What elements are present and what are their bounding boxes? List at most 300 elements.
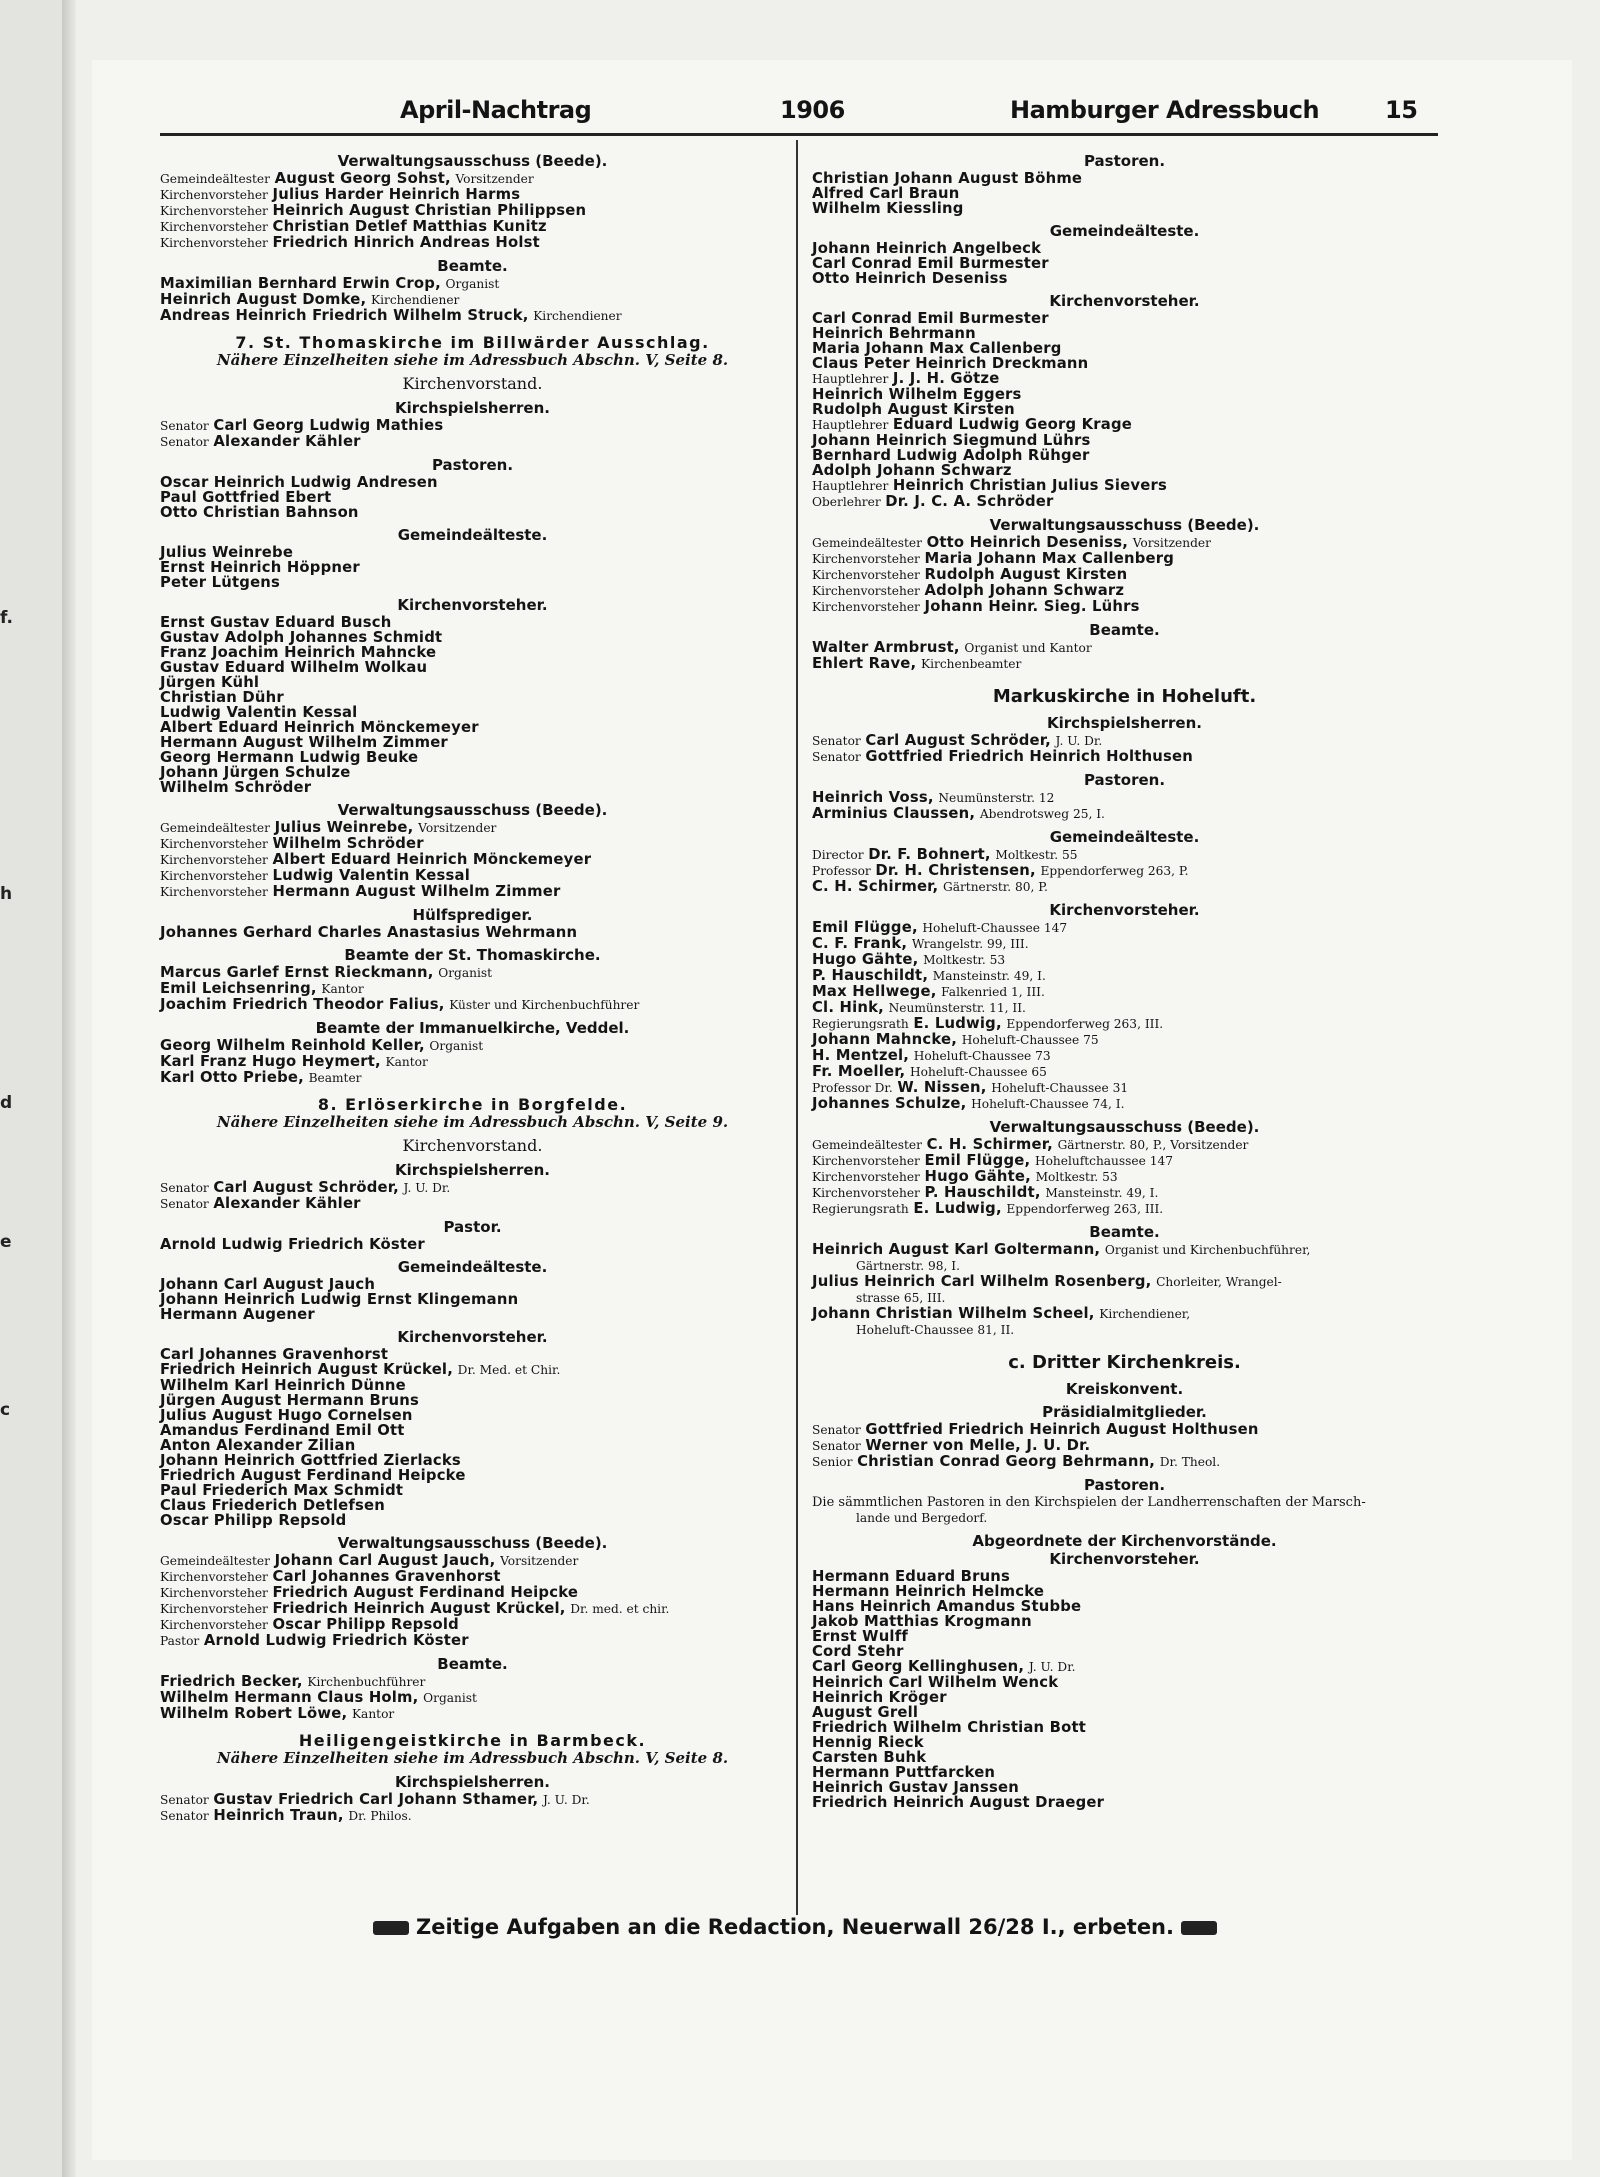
entry — [160, 1347, 785, 1362]
entry — [160, 1070, 785, 1086]
entry — [812, 201, 1437, 216]
entry-name: Marcus Garlef Ernst Rieckmann, — [160, 964, 434, 981]
entry — [160, 925, 785, 940]
entry-name: Claus Friederich Detlefsen — [160, 1497, 385, 1514]
entry-title: Senator — [160, 1181, 209, 1195]
entry-detail: Hoheluft-Chaussee 81, II. — [856, 1323, 1015, 1337]
entry — [160, 203, 785, 219]
header-section: April-Nachtrag — [400, 96, 592, 124]
entry — [812, 567, 1437, 583]
entry-name: Alfred Carl Braun — [812, 185, 960, 202]
entry-detail: Küster und Kirchenbuchführer — [449, 998, 640, 1012]
entry — [812, 463, 1437, 478]
entry-name: Franz Joachim Heinrich Mahncke — [160, 644, 437, 661]
entry-name: Wilhelm Schröder — [272, 835, 424, 852]
entry-name: Heinrich Traun, — [213, 1807, 344, 1824]
entry-name: Arnold Ludwig Friedrich Köster — [160, 1236, 425, 1253]
entry-name: Alexander Kähler — [213, 433, 361, 450]
entry-title: Kirchenvorsteher — [160, 1618, 268, 1632]
entry-name: Georg Wilhelm Reinhold Keller, — [160, 1037, 425, 1054]
entry-name: Carl Georg Kellinghusen, — [812, 1658, 1025, 1675]
entry — [160, 1553, 785, 1569]
entry-name: Anton Alexander Zilian — [160, 1437, 356, 1454]
entry — [160, 720, 785, 735]
entry — [160, 1468, 785, 1483]
entry-detail: Mansteinstr. 49, I. — [1045, 1186, 1159, 1200]
entry — [160, 1633, 785, 1649]
entry-title: Senator — [160, 1197, 209, 1211]
margin-mark: c — [0, 1400, 11, 1420]
entry-name: Wilhelm Schröder — [160, 779, 312, 796]
entry-name: Paul Friederich Max Schmidt — [160, 1482, 404, 1499]
entry — [160, 1601, 785, 1617]
entry-title: Kirchenvorsteher — [812, 1154, 920, 1168]
church-heading: Heiligengeistkirche in Barmbeck. — [298, 1731, 647, 1750]
entry-detail: Dr. Philos. — [348, 1809, 412, 1823]
entry — [812, 1153, 1437, 1169]
entry-name: Carl August Schröder, — [213, 1179, 399, 1196]
entry-detail: Dr. Med. et Chir. — [457, 1363, 561, 1377]
entry — [160, 820, 785, 836]
entry-name: Johannes Gerhard Charles Anastasius Wehrmann — [160, 924, 578, 941]
entry-name: Andreas Heinrich Friedrich Wilhelm Struck, — [160, 307, 529, 324]
section-heading: Beamte der St. Thomaskirche. — [344, 946, 601, 964]
entry-detail: Eppendorferweg 263, P. — [1040, 864, 1189, 878]
entry-detail: Kirchenbeamter — [921, 657, 1022, 671]
entry-name: Maria Johann Max Callenberg — [812, 340, 1062, 357]
reference-note: Nähere Einzelheiten siehe im Adressbuch Abschn. V, Seite 8. — [216, 351, 729, 369]
entry-name: H. Mentzel, — [812, 1047, 910, 1064]
entry-title: Senator — [812, 750, 861, 764]
entry-title: Kirchenvorsteher — [812, 1170, 920, 1184]
entry-title: Kirchenvorsteher — [812, 584, 920, 598]
entry — [160, 575, 785, 590]
left-column — [160, 146, 785, 1824]
section-heading: Gemeindeälteste. — [1049, 828, 1200, 846]
entry-name: Heinrich Wilhelm Eggers — [812, 386, 1022, 403]
entry-name: Dr. J. C. A. Schröder — [885, 493, 1054, 510]
entry-name: Albert Eduard Heinrich Mönckemeyer — [160, 719, 479, 736]
section-heading: Beamte. — [1089, 1223, 1160, 1241]
entry-name: Heinrich August Karl Goltermann, — [812, 1241, 1101, 1258]
entry-detail: Gärtnerstr. 80, P. — [942, 880, 1048, 894]
entry-name: Wilhelm Robert Löwe, — [160, 1705, 348, 1722]
entry — [812, 749, 1437, 765]
entry-title: Gemeindeältester — [812, 536, 922, 550]
header-rule — [160, 133, 1438, 136]
entry — [160, 997, 785, 1013]
entry-name: Bernhard Ludwig Adolph Rühger — [812, 447, 1090, 464]
entry-name: Hugo Gähte, — [812, 951, 919, 968]
section-heading: Beamte der Immanuelkirche, Veddel. — [315, 1019, 630, 1037]
entry-detail: Eppendorferweg 263, III. — [1006, 1202, 1164, 1216]
entry-detail: Mansteinstr. 49, I. — [932, 969, 1046, 983]
entry-title: Kirchenvorsteher — [160, 236, 268, 250]
entry-name: Heinrich August Domke, — [160, 291, 367, 308]
entry — [160, 765, 785, 780]
entry-name: Eduard Ludwig Georg Krage — [892, 416, 1132, 433]
entry — [160, 1054, 785, 1070]
entry-name: C. F. Frank, — [812, 935, 908, 952]
entry-name: Heinrich Christian Julius Sievers — [892, 477, 1167, 494]
section-heading: Gemeindeälteste. — [397, 1258, 548, 1276]
entry-detail: Hoheluft-Chaussee 31 — [991, 1081, 1129, 1095]
entry-name: Gustav Adolph Johannes Schmidt — [160, 629, 443, 646]
entry-name: Johann Christian Wilhelm Scheel, — [812, 1305, 1095, 1322]
entry-name: Maximilian Bernhard Erwin Crop, — [160, 275, 441, 292]
entry-name: Christian Conrad Georg Behrmann, — [857, 1453, 1156, 1470]
entry — [160, 434, 785, 450]
entry-title: Kirchenvorsteher — [812, 1186, 920, 1200]
entry — [160, 292, 785, 308]
entry-name: Carl Conrad Emil Burmester — [812, 255, 1049, 272]
entry-title: Kirchenvorsteher — [160, 1602, 268, 1616]
header-title: Hamburger Adressbuch — [1010, 96, 1320, 124]
entry — [160, 1038, 785, 1054]
entry-name: Alexander Kähler — [213, 1195, 361, 1212]
entry-name: Gustav Eduard Wilhelm Wolkau — [160, 659, 428, 676]
entry — [812, 1169, 1437, 1185]
entry — [812, 551, 1437, 567]
entry-detail: Eppendorferweg 263, III. — [1006, 1017, 1164, 1031]
entry-name: Max Hellwege, — [812, 983, 937, 1000]
entry — [812, 417, 1437, 433]
entry — [812, 1048, 1437, 1064]
header-year: 1906 — [780, 96, 845, 124]
pointing-hand-icon — [373, 1921, 409, 1935]
entry — [812, 1795, 1437, 1810]
entry — [812, 1064, 1437, 1080]
entry-detail: Kirchenbuchführer — [307, 1675, 426, 1689]
entry-detail: Moltkestr. 53 — [1035, 1170, 1118, 1184]
page-number: 15 — [1385, 96, 1418, 124]
column-divider — [796, 140, 798, 1915]
entry-title: Hauptlehrer — [812, 372, 889, 386]
entry-name: Heinrich Carl Wilhelm Wenck — [812, 1674, 1059, 1691]
entry-name: Ernst Heinrich Höppner — [160, 559, 360, 576]
entry-name: Jakob Matthias Krogmann — [812, 1613, 1032, 1630]
entry-name: Johann Heinrich Gottfried Zierlacks — [160, 1452, 461, 1469]
entry — [812, 1780, 1437, 1795]
entry — [160, 1690, 785, 1706]
entry-name: Carl Georg Ludwig Mathies — [213, 417, 444, 434]
entry-name: Christian Detlef Matthias Kunitz — [272, 218, 547, 235]
entry-detail: Moltkestr. 53 — [923, 953, 1006, 967]
entry-name: Paul Gottfried Ebert — [160, 489, 332, 506]
entry-name: Carl August Schröder, — [865, 732, 1051, 749]
entry-title: Kirchenvorsteher — [812, 568, 920, 582]
entry-name: C. H. Schirmer, — [926, 1136, 1053, 1153]
entry-name: Julius Heinrich Carl Wilhelm Rosenberg, — [812, 1273, 1152, 1290]
entry-detail: Dr. med. et chir. — [570, 1602, 670, 1616]
section-heading: Präsidialmitglieder. — [1042, 1403, 1207, 1421]
entry-name: Carl Johannes Gravenhorst — [272, 1568, 501, 1585]
entry-detail: J. U. Dr. — [1055, 734, 1103, 748]
entry — [160, 660, 785, 675]
entry-name: E. Ludwig, — [913, 1015, 1002, 1032]
entry — [160, 219, 785, 235]
entry-title: Senior — [812, 1455, 853, 1469]
entry — [812, 1185, 1437, 1201]
entry-name: Hermann Puttfarcken — [812, 1764, 996, 1781]
entry-detail: Hoheluft-Chaussee 65 — [910, 1065, 1047, 1079]
entry-name: Dr. F. Bohnert, — [868, 846, 991, 863]
reference-note: Nähere Einzelheiten siehe im Adressbuch Abschn. V, Seite 9. — [216, 1113, 729, 1131]
entry-name: Hans Heinrich Amandus Stubbe — [812, 1598, 1082, 1615]
entry-title: Kirchenvorsteher — [160, 853, 268, 867]
entry-detail: Gärtnerstr. 80, P., Vorsitzender — [1057, 1138, 1249, 1152]
entry-name: Rudolph August Kirsten — [924, 566, 1128, 583]
entry-name: Carl Johannes Gravenhorst — [160, 1346, 389, 1363]
section-heading: Abgeordnete der Kirchenvorstände. — [972, 1532, 1277, 1550]
entry — [160, 675, 785, 690]
entry-name: W. Nissen, — [897, 1079, 987, 1096]
entry-detail: strasse 65, III. — [856, 1291, 946, 1305]
entry-title: Senator — [812, 1423, 861, 1437]
entry-name: Ludwig Valentin Kessal — [160, 704, 358, 721]
entry — [812, 806, 1437, 822]
entry — [812, 1032, 1437, 1048]
entry-name: Hermann Eduard Bruns — [812, 1568, 1011, 1585]
entry-detail: J. U. Dr. — [403, 1181, 451, 1195]
entry — [160, 171, 785, 187]
entry-name: Heinrich August Christian Philippsen — [272, 202, 587, 219]
entry — [160, 1292, 785, 1307]
entry-title: Hauptlehrer — [812, 418, 889, 432]
entry-name: Ludwig Valentin Kessal — [272, 867, 470, 884]
section-heading: Kirchenvorsteher. — [397, 1328, 548, 1346]
entry-detail: Kirchendiener — [371, 293, 460, 307]
entry — [160, 1277, 785, 1292]
entry — [160, 965, 785, 981]
section-heading: Kirchspielsherren. — [395, 1773, 550, 1791]
entry — [812, 371, 1437, 387]
entry-detail: Organist — [429, 1039, 484, 1053]
entry-name: August Grell — [812, 1704, 919, 1721]
entry-name: Christian Johann August Böhme — [812, 170, 1083, 187]
entry — [812, 1438, 1437, 1454]
entry — [812, 640, 1437, 656]
entry-name: Friedrich Heinrich August Draeger — [812, 1794, 1105, 1811]
entry — [812, 863, 1437, 879]
entry-name: Arnold Ludwig Friedrich Köster — [203, 1632, 469, 1649]
section-heading: Verwaltungsausschuss (Beede). — [337, 152, 608, 170]
entry-name: Fr. Moeller, — [812, 1063, 906, 1080]
entry — [160, 1438, 785, 1453]
entry — [160, 1792, 785, 1808]
entry-name: Ernst Gustav Eduard Busch — [160, 614, 392, 631]
entry-title: Director — [812, 848, 864, 862]
entry — [160, 884, 785, 900]
section-heading: Verwaltungsausschuss (Beede). — [989, 1118, 1260, 1136]
entry-detail: Organist und Kirchenbuchführer, — [1104, 1243, 1311, 1257]
entry — [812, 1629, 1437, 1644]
section-heading: Kirchspielsherren. — [395, 399, 550, 417]
entry — [812, 984, 1437, 1000]
entry-name: Johann Mahncke, — [812, 1031, 958, 1048]
entry-name: Karl Franz Hugo Heymert, — [160, 1053, 381, 1070]
entry-detail: Vorsitzender — [1132, 536, 1211, 550]
entry-title: Kirchenvorsteher — [160, 204, 268, 218]
reference-note: Nähere Einzelheiten siehe im Adressbuch Abschn. V, Seite 8. — [216, 1749, 729, 1767]
entry-name: Johann Heinr. Sieg. Lührs — [924, 598, 1140, 615]
entry-name: Wilhelm Kiessling — [812, 200, 964, 217]
section-heading: Beamte. — [437, 1655, 508, 1673]
entry — [812, 920, 1437, 936]
entry — [160, 1196, 785, 1212]
entry — [812, 1080, 1437, 1096]
entry — [160, 981, 785, 997]
section-heading: Pastoren. — [1083, 771, 1166, 789]
entry-name: Dr. H. Christensen, — [875, 862, 1036, 879]
entry — [812, 656, 1437, 672]
entry-detail: Organist — [445, 277, 500, 291]
entry-name: Hermann August Wilhelm Zimmer — [272, 883, 561, 900]
entry-detail: Chorleiter, Wrangel- — [1156, 1275, 1282, 1289]
entry-detail: Kirchendiener — [533, 309, 622, 323]
entry-detail: J. U. Dr. — [1028, 1660, 1076, 1674]
entry-continuation — [812, 1258, 1437, 1274]
entry — [812, 1016, 1437, 1032]
section-heading: Pastoren. — [431, 456, 514, 474]
entry-title: Gemeindeältester — [160, 821, 270, 835]
entry — [812, 1584, 1437, 1599]
church-heading: 8. Erlöserkirche in Borgfelde. — [317, 1095, 628, 1114]
entry — [812, 1690, 1437, 1705]
entry — [812, 1659, 1437, 1675]
entry-name: Ernst Wulff — [812, 1628, 908, 1645]
entry — [160, 1808, 785, 1824]
entry — [812, 1201, 1437, 1217]
entry-name: Julius Weinrebe, — [274, 819, 414, 836]
entry-name: Johann Carl August Jauch, — [274, 1552, 496, 1569]
entry — [812, 1705, 1437, 1720]
entry-detail: Organist und Kantor — [964, 641, 1092, 655]
entry-name: Cord Stehr — [812, 1643, 904, 1660]
entry-title: Professor Dr. — [812, 1081, 893, 1095]
pointing-hand-icon — [1181, 1921, 1217, 1935]
entry-name: Christian Dühr — [160, 689, 284, 706]
entry — [160, 1362, 785, 1378]
section-heading: Verwaltungsausschuss (Beede). — [337, 801, 608, 819]
entry — [160, 475, 785, 490]
entry-name: Otto Heinrich Deseniss — [812, 270, 1008, 287]
entry — [160, 418, 785, 434]
entry — [812, 535, 1437, 551]
entry — [160, 868, 785, 884]
entry-name: Friedrich Heinrich August Krückel, — [272, 1600, 566, 1617]
entry — [812, 448, 1437, 463]
entry-detail: Beamter — [308, 1071, 362, 1085]
entry-detail: Organist — [438, 966, 493, 980]
entry — [160, 308, 785, 324]
entry-name: Friedrich August Ferdinand Heipcke — [272, 1584, 579, 1601]
entry — [160, 1513, 785, 1528]
entry-name: Friedrich Heinrich August Krückel, — [160, 1361, 454, 1378]
entry-title: Kirchenvorsteher — [812, 600, 920, 614]
entry-detail: Hoheluft-Chaussee 74, I. — [971, 1097, 1125, 1111]
entry — [160, 1237, 785, 1252]
section-heading: Kirchenvorsteher. — [397, 596, 548, 614]
entry — [160, 490, 785, 505]
entry — [160, 690, 785, 705]
section-heading: Pastoren. — [1083, 152, 1166, 170]
entry-name: Emil Flügge, — [812, 919, 918, 936]
entry — [160, 276, 785, 292]
entry — [160, 1483, 785, 1498]
section-heading: Pastoren. — [1083, 1476, 1166, 1494]
entry-title: Gemeindeältester — [160, 172, 270, 186]
entry-name: Hermann August Wilhelm Zimmer — [160, 734, 448, 751]
section-heading: Beamte. — [437, 257, 508, 275]
entry-title: Professor — [812, 864, 871, 878]
entry-name: Maria Johann Max Callenberg — [924, 550, 1175, 567]
section-heading: Kirchenvorsteher. — [1049, 1550, 1200, 1568]
entry — [812, 256, 1437, 271]
major-heading: c. Dritter Kirchenkreis. — [1008, 1352, 1241, 1373]
entry-name: Gottfried Friedrich Heinrich August Holthusen — [865, 1421, 1259, 1438]
entry-detail: Wrangelstr. 99, III. — [911, 937, 1029, 951]
subheading: Kirchenvorstand. — [402, 1136, 543, 1155]
entry-name: Adolph Johann Schwarz — [924, 582, 1125, 599]
entry-title: Regierungsrath — [812, 1017, 909, 1031]
entry-name: P. Hauschildt, — [924, 1184, 1041, 1201]
footer-notice — [360, 1915, 1230, 1945]
entry — [160, 750, 785, 765]
entry-name: C. H. Schirmer, — [812, 878, 939, 895]
entry-name: Friedrich Hinrich Andreas Holst — [272, 234, 540, 251]
entry-name: Johann Heinrich Siegmund Lührs — [812, 432, 1091, 449]
entry-name: Karl Otto Priebe, — [160, 1069, 304, 1086]
entry-detail: Falkenried 1, III. — [941, 985, 1045, 999]
entry-detail: Organist — [423, 1691, 477, 1705]
entry-detail: Hoheluft-Chaussee 73 — [913, 1049, 1051, 1063]
entry — [160, 235, 785, 251]
entry — [160, 705, 785, 720]
entry-name: Heinrich Behrmann — [812, 325, 976, 342]
entry-detail: Hoheluft-Chaussee 147 — [922, 921, 1068, 935]
section-heading: Gemeindeälteste. — [1049, 222, 1200, 240]
entry-title: Kirchenvorsteher — [160, 885, 268, 899]
entry-detail: Dr. Theol. — [1159, 1455, 1221, 1469]
entry-name: Carl Conrad Emil Burmester — [812, 310, 1049, 327]
entry — [160, 1674, 785, 1690]
entry-title: Kirchenvorsteher — [160, 837, 268, 851]
section-heading: Gemeindeälteste. — [397, 526, 548, 544]
entry — [812, 1096, 1437, 1112]
entry-title: Senator — [812, 734, 861, 748]
section-heading: Kirchenvorsteher. — [1049, 901, 1200, 919]
entry — [160, 1307, 785, 1322]
entry-name: Claus Peter Heinrich Dreckmann — [812, 355, 1089, 372]
page-header — [310, 96, 1430, 136]
entry — [160, 1423, 785, 1438]
entry-name: Wilhelm Hermann Claus Holm, — [160, 1689, 419, 1706]
entry — [160, 187, 785, 203]
entry-name: Cl. Hink, — [812, 999, 884, 1016]
entry — [812, 1137, 1437, 1153]
entry — [812, 1644, 1437, 1659]
entry-detail: J. U. Dr. — [542, 1793, 590, 1807]
entry-name: Otto Heinrich Deseniss, — [926, 534, 1129, 551]
entry — [812, 387, 1437, 402]
entry-name: Walter Armbrust, — [812, 639, 960, 656]
entry-name: Arminius Claussen, — [812, 805, 976, 822]
entry-detail: Neumünsterstr. 11, II. — [888, 1001, 1026, 1015]
entry-name: Otto Christian Bahnson — [160, 504, 359, 521]
margin-mark: e — [0, 1232, 12, 1252]
entry-name: Oscar Philipp Repsold — [160, 1512, 347, 1529]
